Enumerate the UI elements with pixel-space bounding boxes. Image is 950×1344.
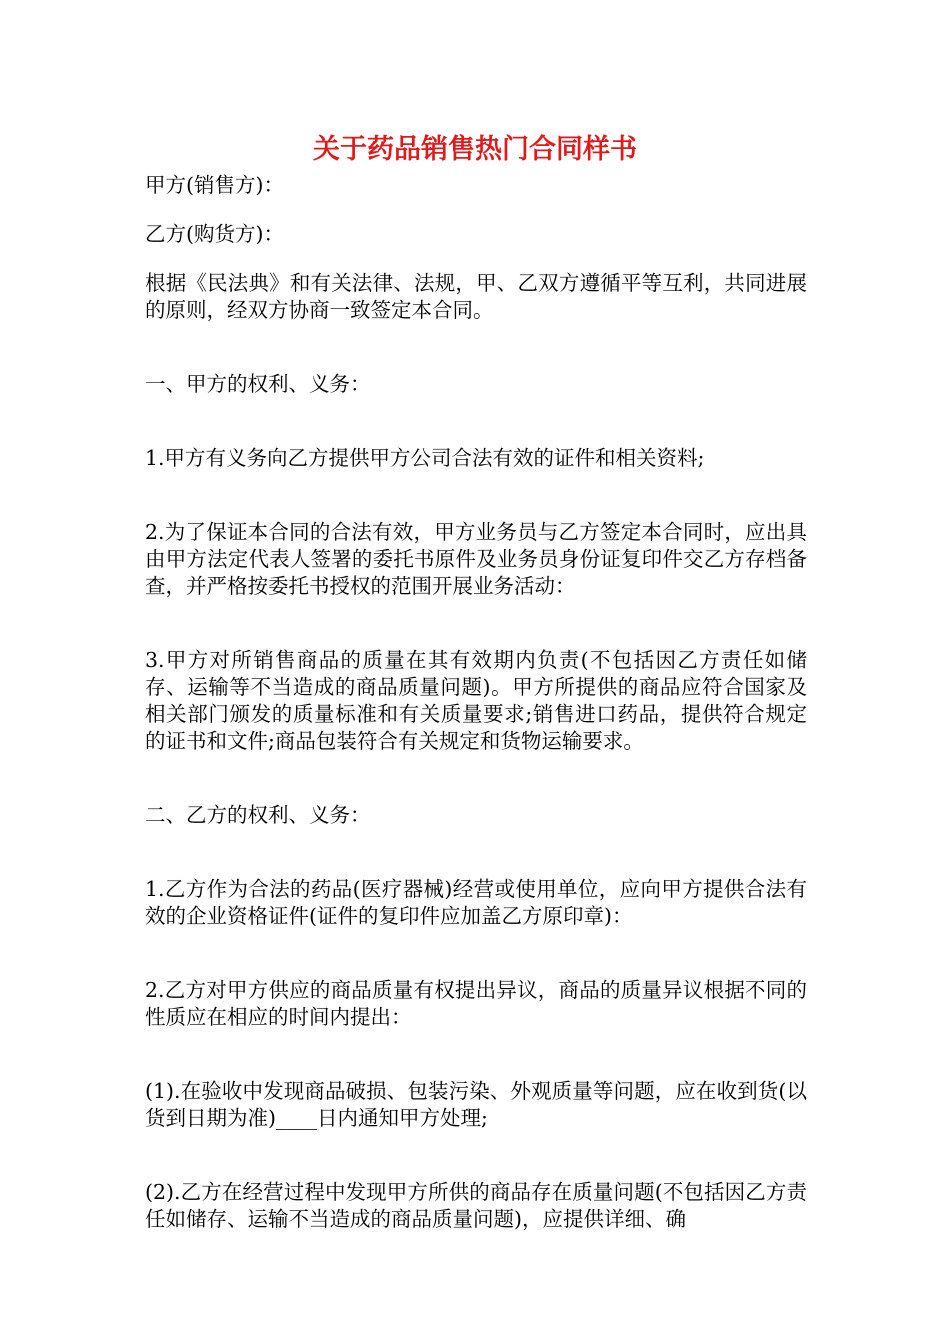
clause-a-2: 2.为了保证本合同的合法有效，甲方业务员与乙方签定本合同时，应出具由甲方法定代表人签署的委托书原件及业务员身份证复印件交乙方存档备查，并严格按委托书授权的范围开展业务活动： <box>145 520 807 598</box>
clause-b-2-sub-2: (2).乙方在经营过程中发现甲方所供的商品存在质量问题(不包括因乙方责任如储存、运输不当造成的商品质量问题)，应提供详细、确 <box>145 1180 807 1231</box>
intro-paragraph: 根据《民法典》和有关法律、法规，甲、乙双方遵循平等互利，共同进展的原则，经双方协商一致签定本合同。 <box>145 271 807 322</box>
party-a-line: 甲方(销售方)： <box>145 173 284 197</box>
clause-a-1: 1.甲方有义务向乙方提供甲方公司合法有效的证件和相关资料; <box>145 446 705 470</box>
section-heading-party-a: 一、甲方的权利、义务： <box>145 372 371 396</box>
clause-b-2-sub-1: (1).在验收中发现商品破损、包装污染、外观质量等问题，应在收到货(以货到日期为准)____日内通知甲方处理; <box>145 1079 807 1130</box>
clause-b-1: 1.乙方作为合法的药品(医疗器械)经营或使用单位，应向甲方提供合法有效的企业资格证件(证件的复印件应加盖乙方原印章)： <box>145 877 807 928</box>
document-title: 关于药品销售热门合同样书 <box>313 134 637 165</box>
party-b-line: 乙方(购货方)： <box>145 222 284 246</box>
clause-a-3: 3.甲方对所销售商品的质量在其有效期内负责(不包括因乙方责任如储存、运输等不当造成的商品质量问题)。甲方所提供的商品应符合国家及相关部门颁发的质量标准和有关质量要求;销售进口药品，提供符合规定的证书和文件;商品包装符合有关规定和货物运输要求。 <box>145 648 807 753</box>
document-body <box>145 172 807 1233</box>
clause-b-2: 2.乙方对甲方供应的商品质量有权提出异议，商品的质量异议根据不同的性质应在相应的时间内提出： <box>145 978 807 1029</box>
section-heading-party-b: 二、乙方的权利、义务： <box>145 803 371 827</box>
